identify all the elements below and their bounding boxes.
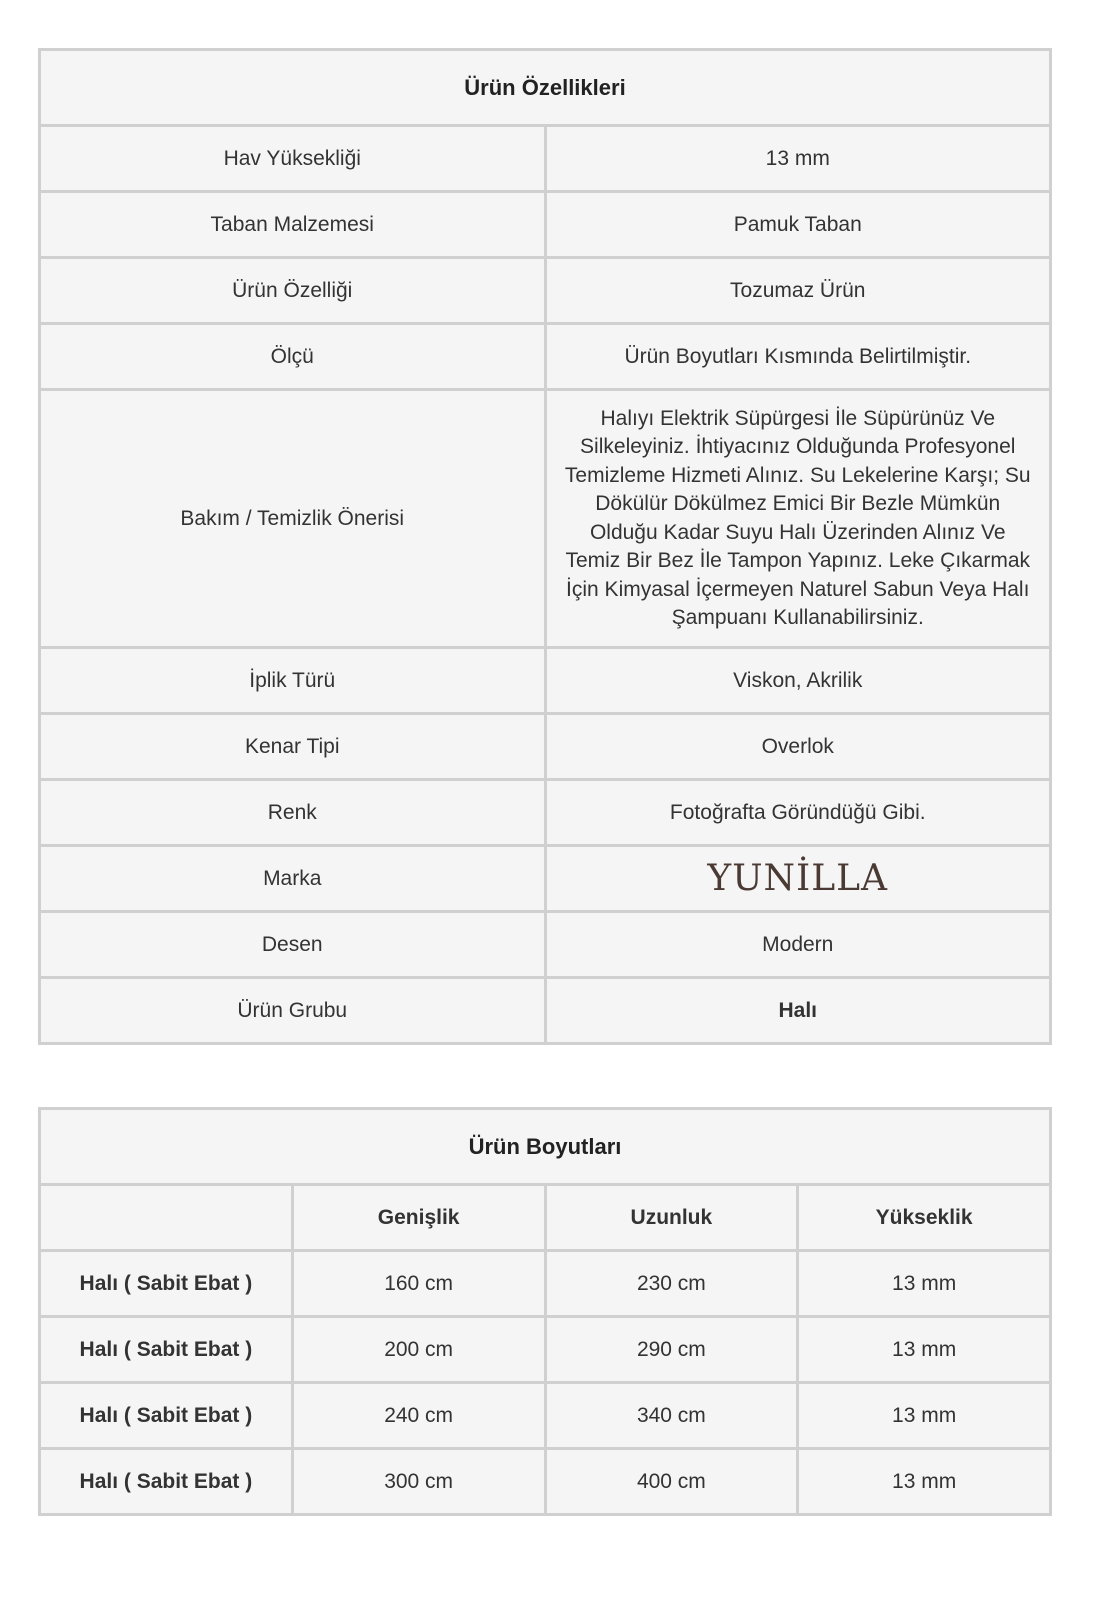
table-row — [40, 1449, 1051, 1515]
row-label: Halı ( Sabit Ebat ) — [40, 1251, 293, 1317]
dimensions-title: Ürün Boyutları — [40, 1109, 1051, 1185]
product-features-table — [38, 48, 1052, 1045]
row-label: Halı ( Sabit Ebat ) — [40, 1449, 293, 1515]
height-cell: 13 mm — [798, 1251, 1051, 1317]
height-cell: 13 mm — [798, 1383, 1051, 1449]
feature-label: Renk — [40, 780, 546, 846]
table-row — [40, 390, 1051, 648]
feature-label: Hav Yüksekliği — [40, 126, 546, 192]
table-row — [40, 648, 1051, 714]
feature-label: İplik Türü — [40, 648, 546, 714]
column-header-height: Yükseklik — [798, 1185, 1051, 1251]
feature-label: Kenar Tipi — [40, 714, 546, 780]
row-label: Halı ( Sabit Ebat ) — [40, 1317, 293, 1383]
feature-value: Viskon, Akrilik — [545, 648, 1051, 714]
table-row — [40, 912, 1051, 978]
row-label: Halı ( Sabit Ebat ) — [40, 1383, 293, 1449]
table-row — [40, 714, 1051, 780]
table-row — [40, 258, 1051, 324]
feature-value: Modern — [545, 912, 1051, 978]
length-cell: 400 cm — [545, 1449, 798, 1515]
product-dimensions-table — [38, 1107, 1052, 1516]
table-row — [40, 1251, 1051, 1317]
table-header-row — [40, 1185, 1051, 1251]
table-row — [40, 1383, 1051, 1449]
table-row — [40, 780, 1051, 846]
length-cell: 230 cm — [545, 1251, 798, 1317]
length-cell: 290 cm — [545, 1317, 798, 1383]
feature-label: Ürün Grubu — [40, 978, 546, 1044]
table-row — [40, 324, 1051, 390]
column-header-width: Genişlik — [292, 1185, 545, 1251]
length-cell: 340 cm — [545, 1383, 798, 1449]
feature-value: Fotoğrafta Göründüğü Gibi. — [545, 780, 1051, 846]
feature-label: Desen — [40, 912, 546, 978]
column-header-empty — [40, 1185, 293, 1251]
care-instructions-value: Halıyı Elektrik Süpürgesi İle Süpürünüz Ve Silkeleyiniz. İhtiyacınız Olduğunda Profesyonel Temizleme Hizmeti Alınız. Su Lekelerine Karşı; Su Dökülür Dökülmez Emici Bir Bezle Mümkün Olduğu Kadar Suyu Halı Üzerinden Alınız Ve Temiz Bir Bez İle Tampon Yapınız. Leke Çıkarmak İçin Kimyasal İçermeyen Naturel Sabun Veya Halı Şampuanı Kullanabilirsiniz. — [545, 390, 1051, 648]
width-cell: 200 cm — [292, 1317, 545, 1383]
height-cell: 13 mm — [798, 1317, 1051, 1383]
width-cell: 300 cm — [292, 1449, 545, 1515]
table-row — [40, 846, 1051, 912]
brand-cell — [545, 846, 1051, 912]
features-title: Ürün Özellikleri — [40, 50, 1051, 126]
feature-label: Bakım / Temizlik Önerisi — [40, 390, 546, 648]
width-cell: 240 cm — [292, 1383, 545, 1449]
brand-logo: YUNİLLA — [707, 857, 889, 899]
feature-label: Taban Malzemesi — [40, 192, 546, 258]
table-row — [40, 1317, 1051, 1383]
width-cell: 160 cm — [292, 1251, 545, 1317]
table-row — [40, 978, 1051, 1044]
feature-value: Pamuk Taban — [545, 192, 1051, 258]
feature-value: Overlok — [545, 714, 1051, 780]
feature-value: 13 mm — [545, 126, 1051, 192]
table-row — [40, 126, 1051, 192]
feature-label: Ölçü — [40, 324, 546, 390]
feature-label: Marka — [40, 846, 546, 912]
feature-value: Ürün Boyutları Kısmında Belirtilmiştir. — [545, 324, 1051, 390]
feature-value: Halı — [545, 978, 1051, 1044]
height-cell: 13 mm — [798, 1449, 1051, 1515]
column-header-length: Uzunluk — [545, 1185, 798, 1251]
table-row — [40, 192, 1051, 258]
feature-value: Tozumaz Ürün — [545, 258, 1051, 324]
feature-label: Ürün Özelliği — [40, 258, 546, 324]
